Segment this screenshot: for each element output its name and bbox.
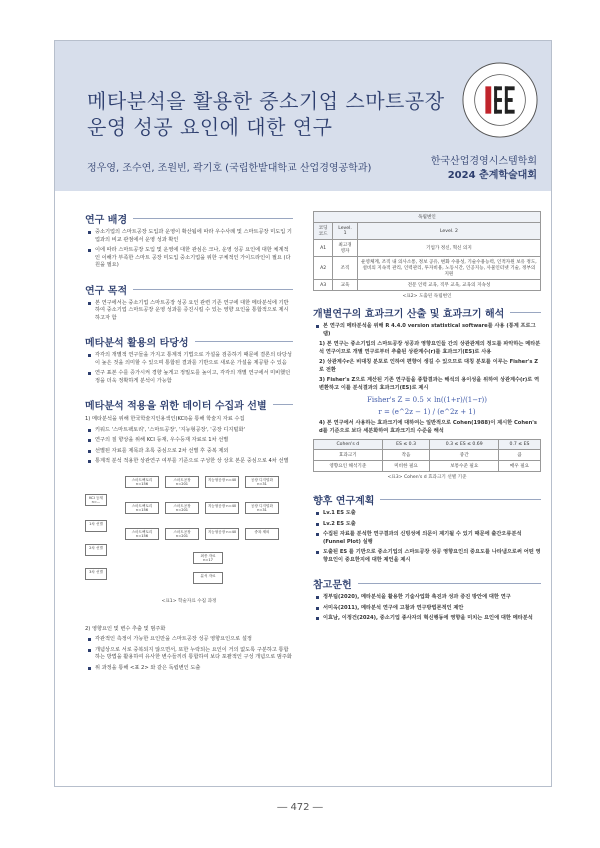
table-cell: 조직 — [333, 257, 358, 280]
section-title: 연구 배경 — [85, 215, 128, 226]
section-title: 메타분석 활용의 타당성 — [85, 338, 189, 349]
reference-item: 이효남, 이정건(2024), 중소기업 종사자의 혁신행동에 영향을 미치는 요인에 대한 메타분석 — [323, 615, 541, 623]
table-header: 0.7 ≤ ES — [498, 440, 540, 450]
bullet: 각각의 개별적 연구들을 가지고 통계적 기법으로 가설을 검증하기 때문에 결론의 타당성이 높은 것을 의미할 수 있으며 통합된 결과를 기반으로 새로운 가설을 제공할 수 있음 — [95, 352, 292, 366]
table-header: 0.3 ≤ ES ≤ 0.69 — [430, 440, 499, 450]
section-data-collection — [85, 397, 293, 672]
bullet: 통계적 분석 적용한 상관연구 여부를 기준으로 구성한 상 상호 본문 중심으로 4차 선별 — [95, 458, 293, 466]
section-effect-size-heading — [313, 305, 541, 320]
table-header: ES ≤ 0.3 — [382, 440, 430, 450]
bullet: 선별된 자료를 제목과 초록 중심으로 2차 선별 후 중복 제외 — [95, 448, 293, 456]
table-cell: 영향요인 해석기준 — [314, 461, 383, 472]
table-cell: 미비한 필요 — [382, 461, 430, 472]
section-title: 참고문헌 — [313, 580, 352, 591]
section-references-heading — [313, 576, 541, 591]
flow-box: 2차 선별 — [85, 544, 107, 556]
table-header: 코딩 코드 — [314, 223, 333, 240]
bullet: 연구의 질 향상을 위해 KCI 등재, 우수등재 자료로 1차 선별 — [95, 437, 293, 445]
section-title: 메타분석 적용을 위한 데이터 수집과 선별 — [85, 401, 267, 412]
flow-box: 최종 자료 n=17 — [193, 552, 223, 564]
numbered-item: 2) 영향요인 및 변수 추출 및 범주화 — [85, 625, 166, 632]
section-purpose-heading — [85, 282, 293, 297]
numbered-item: 1) 메타분석을 위해 한국학술지인용색인(KCI)을 통해 학술지 자료 수집 — [85, 416, 245, 422]
section-effect-size — [313, 305, 541, 480]
section-rule — [133, 218, 293, 219]
numbered-item: 3) Fisher's Z으로 계산된 기존 연구들을 종합결과는 해석의 용이성을 위하여 상관계수(r)로 역 변환하고 이를 분석결과의 효과크기(ES)로 제시 — [319, 377, 540, 391]
numbered-item: 4) 본 연구에서 사용하는 효과크기에 대하여는 일반적으로 Cohen(1988)이 제시한 Cohen's d를 기준으로 보다 세분화하여 효과크기의 수준을 해석 — [319, 420, 537, 434]
page-number: ― 472 ― — [277, 802, 323, 813]
flow-box: 중복 제외 — [245, 528, 279, 540]
flow-box: KCI 등재 n=... — [85, 494, 107, 506]
table-cell: 작음 — [382, 450, 430, 461]
table-title: 독립변인 — [314, 212, 541, 223]
table-cell: 효과크기 — [314, 450, 383, 461]
table-header: Level. 1 — [333, 223, 358, 240]
flowchart-caption: <표1> 학술자료 수집 과정 — [161, 598, 217, 604]
flow-box: 지능형공장 n=40 — [205, 476, 239, 488]
table-cell: 매우 필요 — [498, 461, 540, 472]
bullet: 키워드 '스마트팩토리', '스마트공장', '지능형공장', '공장 디지털화' — [95, 427, 293, 435]
authors: 정우영, 조수연, 조원빈, 곽기호 (국립한밭대학교 산업경영공학과) — [87, 163, 372, 174]
section-rule — [510, 312, 541, 313]
title-line-1: 메타분석을 활용한 중소기업 스마트공장 — [87, 89, 445, 113]
table-header: Cohen's d — [314, 440, 383, 450]
section-rule — [195, 341, 293, 342]
table-header: Level. 2 — [357, 223, 540, 240]
flow-box: 스마트공장 n=201 — [165, 528, 199, 540]
flow-box: 3차 선별 — [85, 568, 107, 580]
table-cell: A2 — [314, 257, 333, 280]
table-cell: 운영체계, 조직 내 의사소통, 정보 공유, 변화 수용성, 기술수용능력, 인적자원 보유 정도, 설비의 지속적 관리, 인력관리, 투자비용, 노동시간, 인공지능, 사물인터넷 기술, 정부의 지원 — [357, 257, 540, 280]
bullet: 개념상으로 서로 중복되지 않으면서, 또한 누락되는 요인이 거의 없도록 구분하고 통합하는 방법을 활용하여 유사한 변수들끼리 통합하여 보다 포괄적인 구성 개념으로 범주화 — [95, 646, 292, 660]
section-purpose — [85, 282, 293, 323]
title-line-2: 운영 성공 요인에 대한 연구 — [87, 115, 333, 139]
cohen-d-table — [313, 439, 541, 472]
table-cell: 교육 — [333, 280, 358, 291]
table-cell: 최고경영자 — [333, 240, 358, 257]
section-title: 향후 연구계획 — [313, 496, 375, 507]
section-rule — [273, 404, 293, 405]
section-validity-heading — [85, 334, 293, 349]
section-rule — [133, 289, 293, 290]
bullet: 연구 표본 수를 증가시켜 경향 높게고 정밀도를 높이고, 각각의 개별 연구에서 미비했던 정을 더욱 정확하게 분석이 가능함 — [95, 370, 293, 385]
section-rule — [380, 499, 541, 500]
section-rule — [358, 583, 541, 584]
section-references — [313, 576, 541, 623]
bullet: 본 연구의 메타분석을 위해 R 4.4.0 version statistical software를 사용 (통계 프로그램) — [323, 323, 541, 338]
flow-box: 1차 선별 — [85, 520, 107, 532]
bullet: 이에 따라 스마트공장 도입 및 운영에 대한 관심은 크나, 운영 성공 요인에 대한 체계적인 이해가 부족한 스마트 공장 미도입 중소기업을 위한 구체적인 가이드라인이 필요 (다원을 필요) — [95, 247, 293, 270]
flow-box: 스마트팩토리 n=156 — [125, 476, 159, 488]
table2-caption: <표2> 도출된 독립변인 — [402, 294, 452, 299]
section-background-heading — [85, 211, 293, 226]
flow-box: 스마트공장 n=201 — [165, 502, 199, 514]
table-row — [314, 450, 541, 461]
table-row — [314, 280, 541, 291]
collection-flowchart — [85, 472, 293, 592]
right-column — [313, 211, 541, 635]
table-row — [314, 461, 541, 472]
bullet: 위 과정을 통해 <표 2> 와 같은 독립변인 도출 — [95, 665, 293, 673]
bullet: Lv.2 ES 도출 — [323, 521, 541, 529]
section-future-plan-heading — [313, 492, 541, 507]
fisher-z-equation: Fisher's Z = 0.5 × ln((1+r)/(1−r)) — [367, 396, 487, 404]
table-row — [314, 257, 541, 280]
flow-box: 공장 디지털화 n=31 — [245, 502, 279, 514]
bullet: 본 연구에서는 중소기업 스마트공장 성공 요인 관련 기존 연구에 대한 메타분석에 기반하여 중소기업 스마트공장 운영 성과를 증진시킬 수 있는 영향 요인을 통합적으로 제시하고자 함 — [95, 300, 293, 323]
flow-box: 분석 자료 — [193, 572, 223, 584]
table-cell: 큼 — [498, 450, 540, 461]
conference — [431, 155, 537, 183]
section-background — [85, 211, 293, 270]
section-future-plan — [313, 492, 541, 564]
poster-header — [55, 41, 551, 191]
society-logo-icon — [461, 61, 539, 139]
table-cell: 전문 인력 교육, 직무 교육, 교육의 지속성 — [357, 280, 540, 291]
flow-box: 지능형공장 n=40 — [205, 528, 239, 540]
flow-box: 공장 디지털화 n=31 — [245, 476, 279, 488]
table-cell: 기업가 정신, 혁신 의지 — [357, 240, 540, 257]
table3-caption: <표3> Cohen's d 효과크기 선별 기준 — [387, 475, 467, 480]
section-title: 연구 목적 — [85, 285, 128, 297]
section-data-collection-heading — [85, 397, 293, 412]
section-validity — [85, 334, 293, 385]
conference-name: 한국산업경영시스템학회 — [430, 156, 537, 167]
flow-box: 지능형공장 n=40 — [205, 502, 239, 514]
bullet: 각관적인 측정이 가능한 요인만을 스마트공장 성공 영향요인으로 설정 — [95, 636, 293, 644]
table-cell: 보통수준 필요 — [430, 461, 499, 472]
flow-box: 스마트팩토리 n=156 — [125, 502, 159, 514]
left-column — [85, 211, 293, 684]
table-cell: 중간 — [430, 450, 499, 461]
poster-title — [87, 88, 445, 140]
conference-session: 2024 춘계학술대회 — [447, 170, 537, 181]
table-row — [314, 240, 541, 257]
section-title: 개별연구의 효과크기 산출 및 효과크기 해석 — [313, 309, 505, 320]
bullet: 수집된 자료를 분석한 연구결과의 신빙성에 의문이 제기될 수 있기 때문에 출간오류분석(Funnel Plot) 실행 — [323, 531, 541, 546]
flow-box: 스마트공장 n=201 — [165, 476, 199, 488]
reference-item: 정부팀(2020), 메타분석을 활용한 기술사업화 촉진과 성과 증진 방안에 대한 연구 — [323, 594, 541, 602]
numbered-item: 1) 본 연구는 중소기업의 스마트공장 성공과 영향요인들 간의 상관관계의 정도를 파악하는 메타분석 연구이므로 개별 연구로부터 추출된 상관계수(r)를 효과크기(ES)로 사용 — [319, 341, 541, 355]
table-cell: A3 — [314, 280, 333, 291]
numbered-item: 2) 상관계수r은 비대칭 분포로 인하여 편향이 생길 수 있으므로 대칭 분포를 이루는 Fisher's Z로 전환 — [319, 359, 538, 373]
bullet: Lv.1 ES 도출 — [323, 510, 541, 518]
bullet: 도출된 ES 를 기반으로 중소기업의 스마트공장 성공 영향요인의 중요도를 나타냄으로써 어떤 영향요인이 중요한지에 대한 제언을 제시 — [323, 549, 541, 563]
poster — [54, 40, 552, 787]
inverse-equation: r = (e^2z − 1) / (e^2z + 1) — [378, 408, 476, 416]
reference-item: 서미옥(2011), 메타분석 연구에 고찰과 연구방법론적인 제안 — [323, 605, 541, 613]
flow-box: 스마트팩토리 n=156 — [125, 528, 159, 540]
bullet: 중소기업의 스마트공장 도입과 운영이 확산됨에 따라 우수사례 및 스마트공장 미도입 기업과의 비교 관점에서 운영 성과 확인 — [95, 229, 292, 243]
table-cell: A1 — [314, 240, 333, 257]
independent-variable-table — [313, 211, 541, 291]
